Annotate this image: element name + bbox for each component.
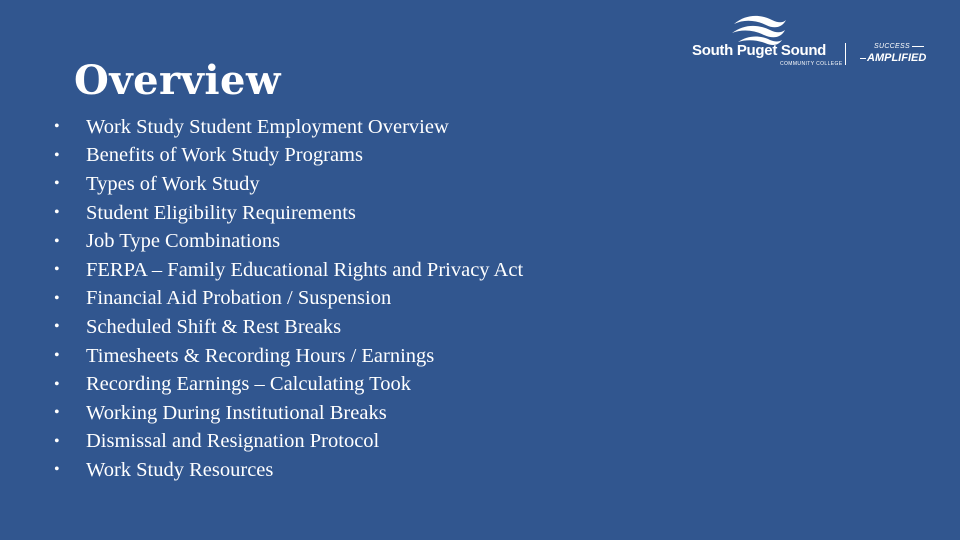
logo-subtitle: COMMUNITY COLLEGE <box>780 61 843 67</box>
bullet-icon: • <box>54 204 60 222</box>
list-item <box>50 370 523 399</box>
bullet-icon: • <box>54 404 60 422</box>
list-item-text: Dismissal and Resignation Protocol <box>86 430 380 453</box>
list-item <box>50 227 523 256</box>
list-item-text: Work Study Resources <box>86 458 274 481</box>
list-item <box>50 342 523 371</box>
list-item-text: Types of Work Study <box>86 172 260 195</box>
list-item-text: Work Study Student Employment Overview <box>86 115 449 138</box>
logo-tagline-top: SUCCESS <box>874 43 924 50</box>
list-item-text: Timesheets & Recording Hours / Earnings <box>86 344 435 367</box>
logo-name: South Puget Sound <box>692 42 827 59</box>
list-item-text: Scheduled Shift & Rest Breaks <box>86 315 342 338</box>
bullet-icon: • <box>54 118 60 136</box>
list-item <box>50 199 523 228</box>
list-item <box>50 113 523 142</box>
bullet-icon: • <box>54 461 60 479</box>
list-item-text: FERPA – Family Educational Rights and Privacy Act <box>86 258 524 281</box>
bullet-icon: • <box>54 175 60 193</box>
bullet-icon: • <box>54 261 60 279</box>
list-item <box>50 285 523 314</box>
bullet-icon: • <box>54 347 60 365</box>
logo-divider <box>845 43 846 65</box>
bullet-icon: • <box>54 146 60 164</box>
bullet-icon: • <box>54 432 60 450</box>
waves-icon <box>728 12 788 46</box>
list-item-text: Job Type Combinations <box>86 230 281 253</box>
bullet-icon: • <box>54 232 60 250</box>
list-item <box>50 399 523 428</box>
slide-title: Overview <box>74 57 281 104</box>
list-item <box>50 142 523 171</box>
list-item-text: Student Eligibility Requirements <box>86 201 356 224</box>
bullet-icon: • <box>54 318 60 336</box>
list-item-text: Financial Aid Probation / Suspension <box>86 287 392 310</box>
list-item <box>50 428 523 457</box>
bullet-list <box>50 113 523 485</box>
college-logo <box>692 12 932 74</box>
bullet-icon: • <box>54 375 60 393</box>
list-item <box>50 313 523 342</box>
logo-tagline-main: AMPLIFIED <box>860 52 926 64</box>
bullet-icon: • <box>54 289 60 307</box>
list-item-text: Working During Institutional Breaks <box>86 401 387 424</box>
list-item <box>50 456 523 485</box>
list-item-text: Recording Earnings – Calculating Took <box>86 373 411 396</box>
list-item <box>50 256 523 285</box>
list-item <box>50 170 523 199</box>
list-item-text: Benefits of Work Study Programs <box>86 144 363 167</box>
